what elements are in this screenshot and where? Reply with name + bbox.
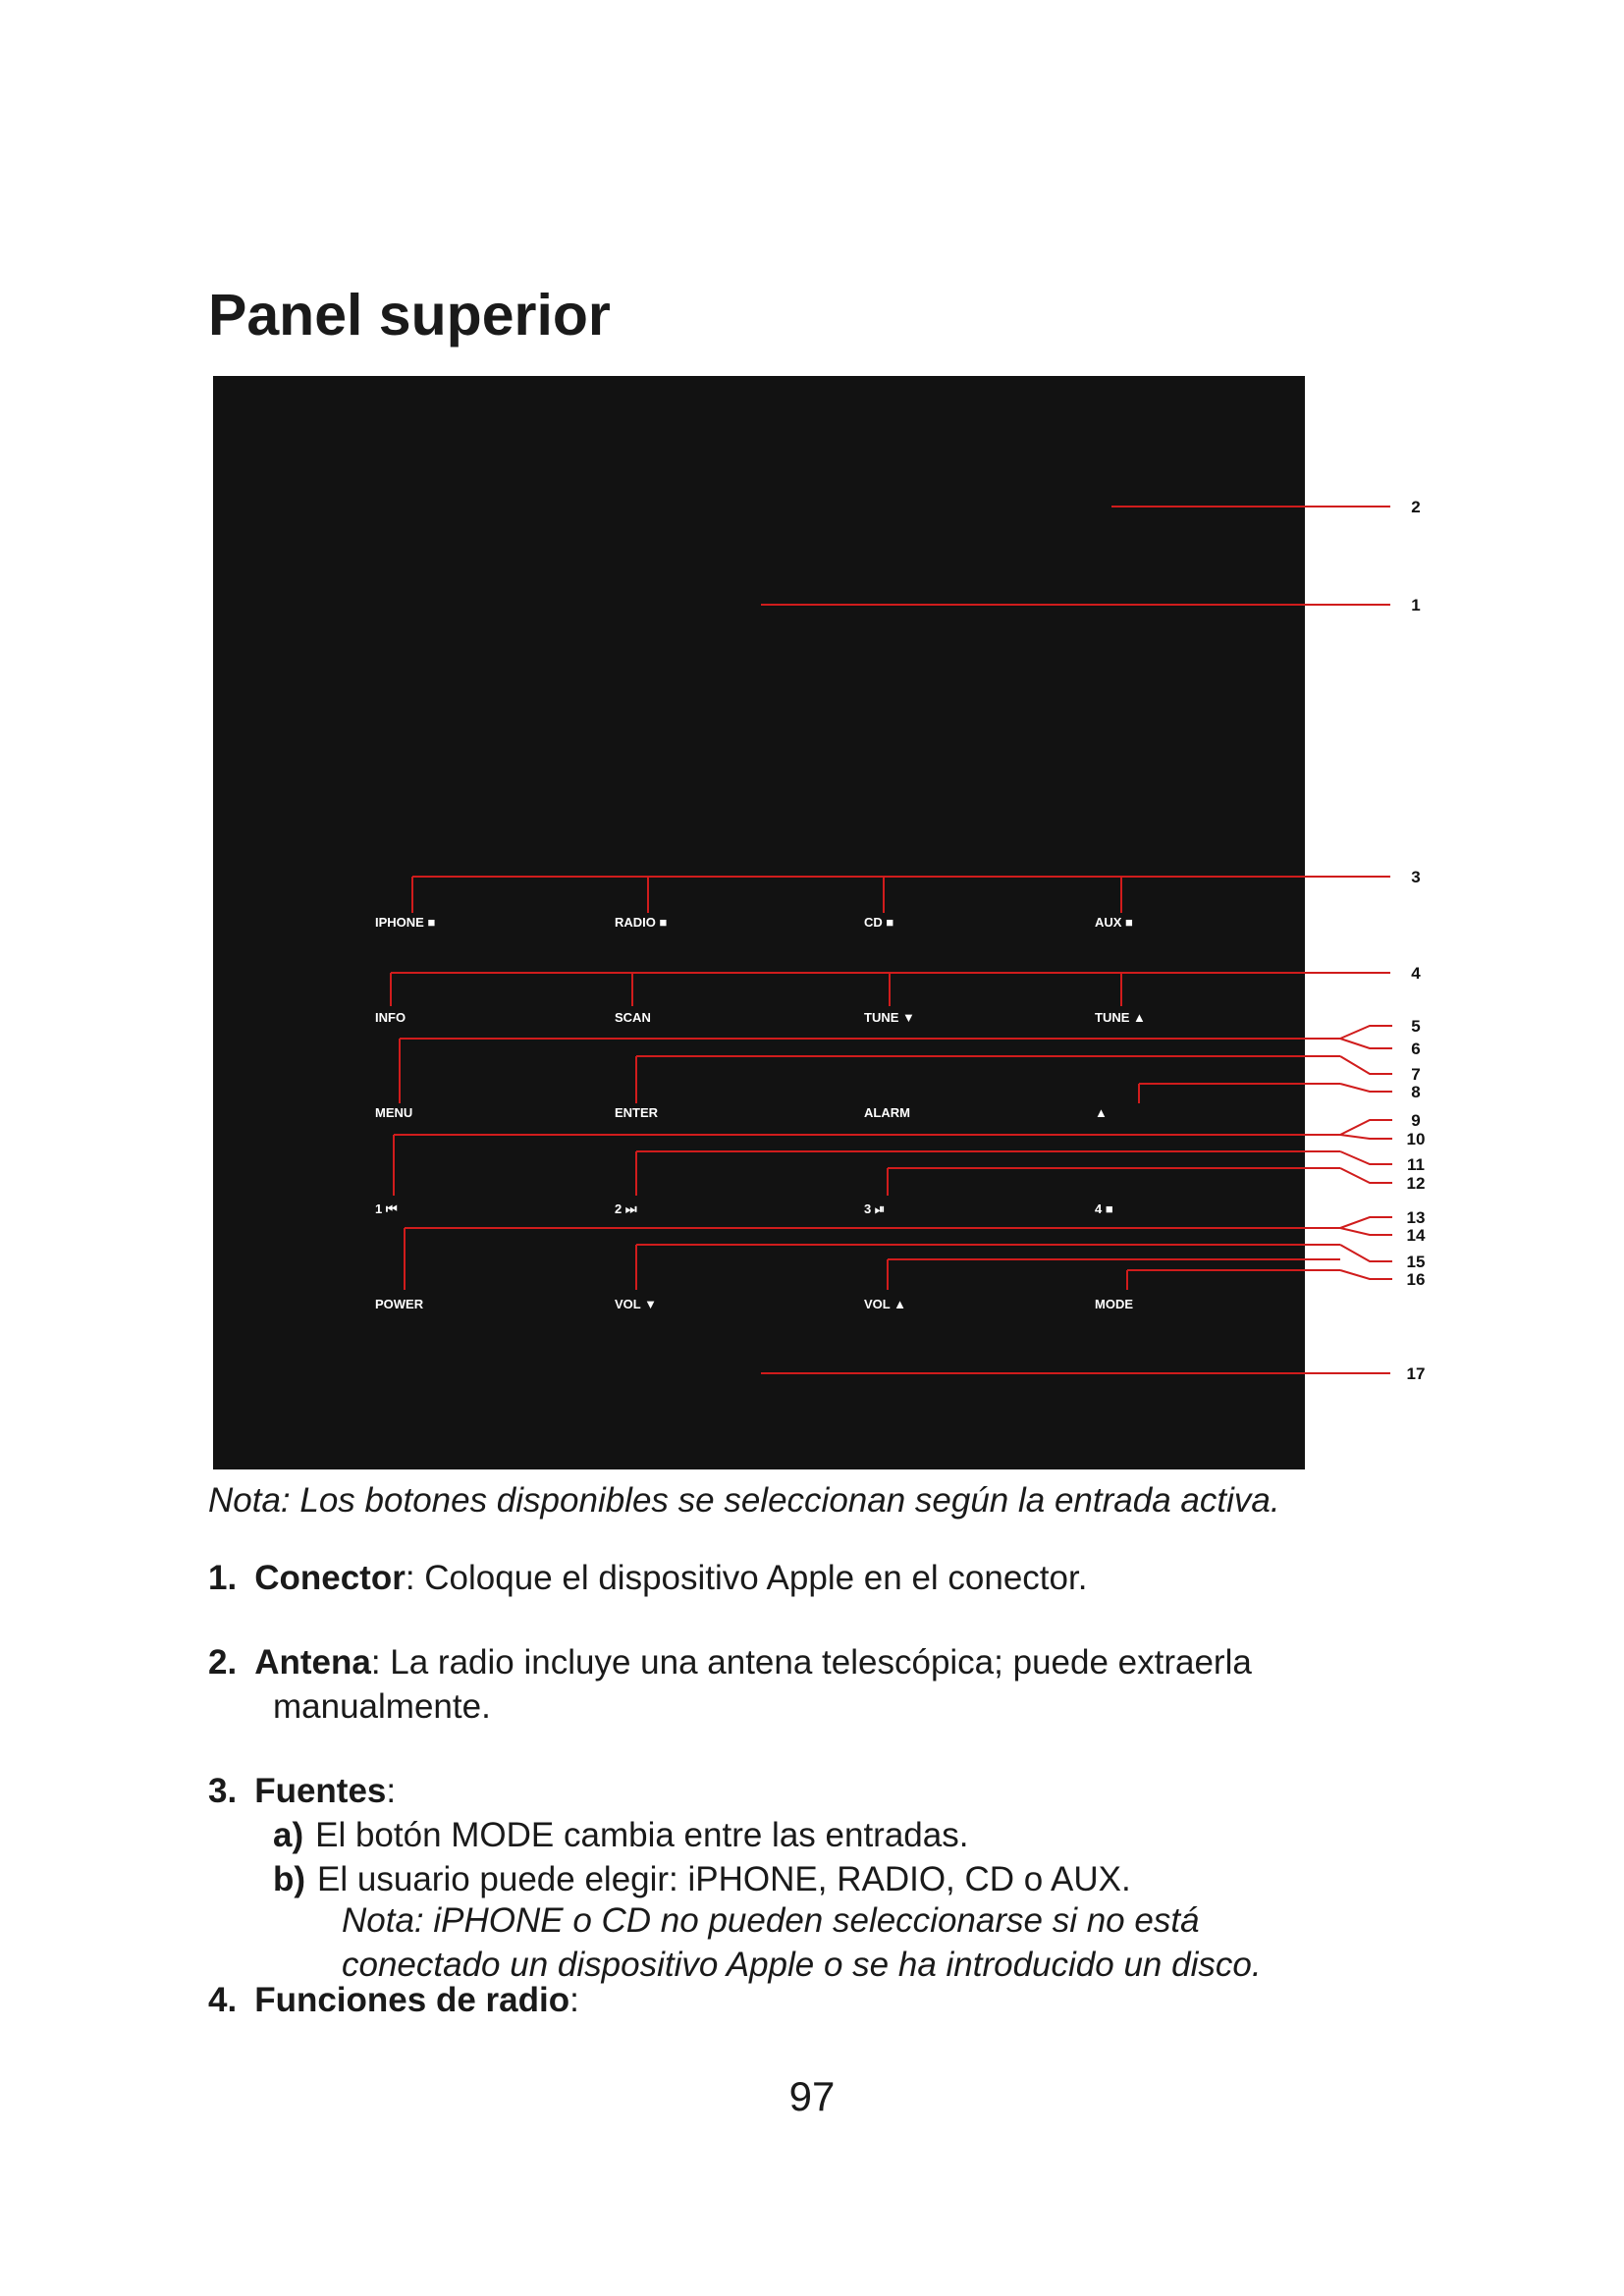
button-label: ALARM [864, 1105, 910, 1120]
button-label: 1 ⏮ [375, 1201, 398, 1216]
callout-number: 5 [1411, 1017, 1421, 1036]
subitem-a [273, 1813, 968, 1857]
item-text: : La radio incluye una antena telescópica; puede extraerla [370, 1643, 1252, 1682]
callout-number: 9 [1411, 1111, 1421, 1130]
button-label: MENU [375, 1105, 413, 1120]
item-number: 4. [208, 1981, 238, 2019]
button-label: 2 ⏭ [615, 1201, 637, 1216]
subitem-b [273, 1857, 1131, 1901]
page-number: 97 [788, 2073, 836, 2119]
callout-number: 8 [1411, 1083, 1421, 1101]
callout-number: 3 [1411, 868, 1421, 886]
diagram-note: Nota: Los botones disponibles se seleccionan según la entrada activa. [208, 1481, 1280, 1520]
callout-number: 2 [1411, 498, 1421, 516]
item-term: Fuentes [254, 1772, 387, 1810]
callout-number: 4 [1411, 964, 1421, 983]
callout-line [1340, 1056, 1392, 1074]
item-antena [208, 1640, 1252, 1729]
callout-line [1340, 1228, 1392, 1235]
callout-line [1340, 1135, 1392, 1139]
item-conector [208, 1556, 1087, 1600]
item-text: : Coloque el dispositivo Apple en el conector. [405, 1559, 1088, 1597]
callout-line [1340, 1270, 1392, 1279]
subitem-label: b) [273, 1860, 306, 1898]
button-label: TUNE ▲ [1095, 1010, 1146, 1025]
callout-number: 15 [1406, 1253, 1426, 1271]
button-label: MODE [1095, 1297, 1133, 1311]
callout-number: 11 [1407, 1155, 1425, 1174]
item-number: 1. [208, 1559, 238, 1597]
callout-number: 13 [1406, 1208, 1426, 1227]
callout-number: 17 [1406, 1364, 1426, 1383]
top-panel-diagram [213, 376, 1305, 1469]
callout-line [1340, 1245, 1392, 1261]
callout-number: 1 [1411, 596, 1421, 614]
callout-line [1340, 1151, 1392, 1164]
page-title: Panel superior [208, 283, 611, 347]
button-label: TUNE ▼ [864, 1010, 915, 1025]
subitem-text: El usuario puede elegir: iPHONE, RADIO, CD o AUX. [317, 1860, 1131, 1898]
callout-number: 6 [1411, 1040, 1421, 1058]
button-label: RADIO ■ [615, 915, 668, 930]
subitem-note-line: conectado un dispositivo Apple o se ha introducido un disco. [342, 1946, 1262, 1984]
button-label: POWER [375, 1297, 424, 1311]
callout-line [1340, 1217, 1392, 1228]
item-fuentes [208, 1769, 396, 1813]
button-label: 3 ⏯ [864, 1201, 886, 1216]
button-label: IPHONE ■ [375, 915, 436, 930]
callout-number: 14 [1406, 1226, 1426, 1245]
item-text: : [569, 1981, 579, 2019]
subitem-label: a) [273, 1816, 304, 1854]
button-label: CD ■ [864, 915, 894, 930]
callout-line [1340, 1039, 1392, 1048]
item-number: 2. [208, 1643, 238, 1682]
button-label: VOL ▼ [615, 1297, 657, 1311]
button-label: 4 ■ [1095, 1201, 1113, 1216]
button-label: SCAN [615, 1010, 651, 1025]
subitem-note-line: Nota: iPHONE o CD no pueden seleccionarse si no está [342, 1901, 1200, 1940]
item-funciones-radio [208, 1978, 579, 2022]
subitem-text: El botón MODE cambia entre las entradas. [315, 1816, 969, 1854]
button-label: VOL ▲ [864, 1297, 906, 1311]
item-term: Antena [254, 1643, 371, 1682]
callout-line [1340, 1120, 1392, 1135]
callout-number: 16 [1406, 1270, 1426, 1289]
callout-number: 7 [1411, 1065, 1421, 1084]
callout-number: 10 [1406, 1130, 1426, 1148]
item-term: Conector [254, 1559, 406, 1597]
item-number: 3. [208, 1772, 238, 1810]
item-text: : [386, 1772, 397, 1810]
callout-line [1340, 1026, 1392, 1039]
callout-number: 12 [1406, 1174, 1426, 1193]
item-text-continued: manualmente. [273, 1687, 491, 1726]
button-label: ENTER [615, 1105, 659, 1120]
button-label: AUX ■ [1095, 915, 1133, 930]
callout-line [1340, 1168, 1392, 1183]
callout-line [1340, 1084, 1392, 1092]
button-label: ▲ [1095, 1105, 1108, 1120]
item-term: Funciones de radio [254, 1981, 570, 2019]
button-label: INFO [375, 1010, 406, 1025]
